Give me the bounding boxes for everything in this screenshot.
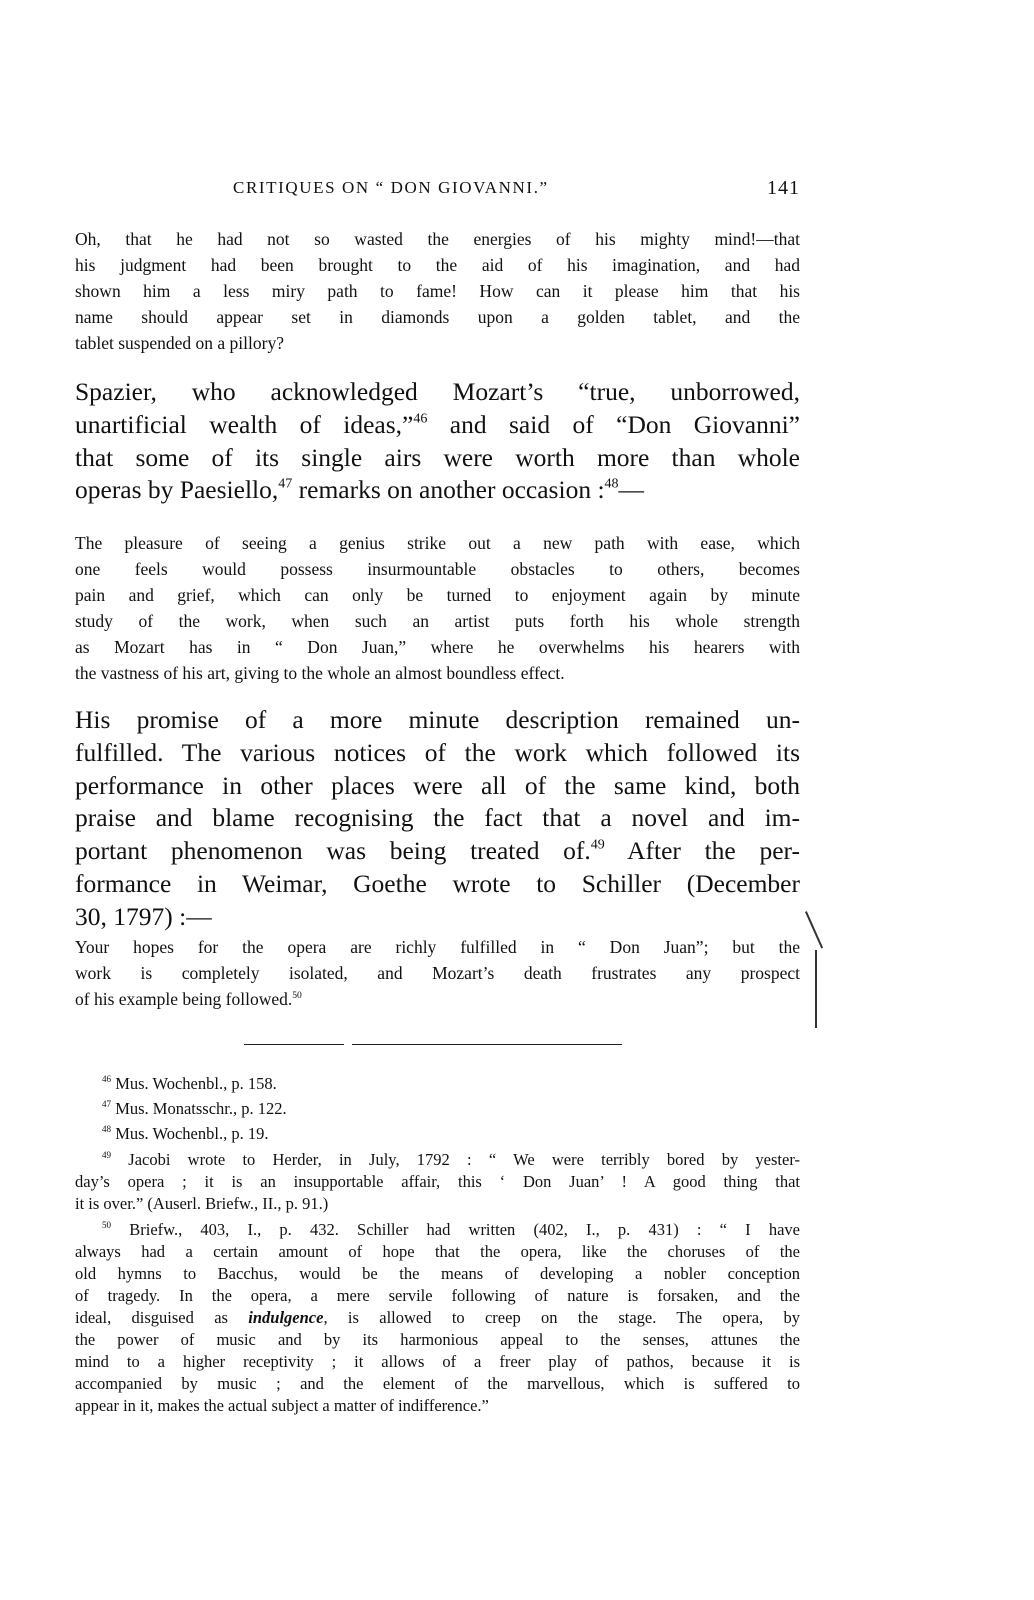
footnote-text: Jacobi wrote to Herder, in July, 1792 : “ We were terribly bored by yester- [111,1150,800,1169]
footnote-text: Mus. Wochenbl., p. 158. [111,1074,277,1093]
footnote-line: old hymns to Bacchus, would be the means of developing a nobler conception [75,1264,800,1283]
footnote-ref-48: 48 [604,476,619,492]
quote-line: pain and grief, which can only be turned to enjoyment again by minute [75,585,800,605]
footnote-text: Mus. Wochenbl., p. 19. [111,1124,269,1143]
margin-pencil-mark [805,911,823,948]
quote-line: Your hopes for the opera are richly fulfilled in “ Don Juan”; but the [75,937,800,957]
footnote-ref-49: 49 [590,837,605,853]
quote-line [75,986,800,1012]
footnote-line: the power of music and by its harmonious appeal to the senses, attunes the [75,1330,800,1349]
footnote-marker: 49 [102,1150,112,1161]
footnote-line: appear in it, makes the actual subject a matter of indifference.” [75,1396,489,1415]
body-line: that some of its single airs were worth more than whole [75,442,800,472]
footnote-47 [75,1098,800,1120]
footnote-marker: 48 [102,1124,112,1135]
quote-line: one feels would possess insurmountable obstacles to others, becomes [75,559,800,579]
quote-text: of his example being followed. [75,989,293,1009]
footnote-text: , is allowed to creep on the stage. The opera, by [323,1308,800,1327]
footnote-49 [75,1149,800,1215]
footnote-line: of tragedy. In the opera, a mere servile following of nature is forsaken, and the [75,1286,800,1305]
body-line: Spazier, who acknowledged Mozart’s “true, unborrowed, [75,377,800,406]
footnote-line [75,1219,800,1241]
footnote-line [75,1149,800,1171]
footnote-line: day’s opera ; it is an insupportable affair, this ‘ Don Juan’ ! A good thing that [75,1172,800,1191]
block-quote-1 [75,226,800,356]
footnote-50 [75,1219,800,1417]
quote-line: his judgment had been brought to the aid of his imagination, and had [75,255,800,275]
footnote-48 [75,1123,800,1145]
footnote-text: Briefw., 403, I., p. 432. Schiller had written (402, I., p. 431) : “ I have [111,1220,800,1239]
footnote-marker: 47 [102,1099,112,1110]
body-line [75,474,800,507]
running-title: CRITIQUES ON “ DON GIOVANNI.” [233,178,549,197]
quote-line: the vastness of his art, giving to the whole an almost boundless effect. [75,663,565,683]
page-number: 141 [767,177,800,199]
footnote-ref-50: 50 [292,989,302,1001]
body-text: operas by Paesiello, [75,475,279,505]
quote-line: tablet suspended on a pillory? [75,333,284,353]
footnote-marker: 46 [102,1074,112,1085]
body-line [75,835,800,868]
body-line: formance in Weimar, Goethe wrote to Schiller (December [75,868,800,898]
quote-line: Oh, that he had not so wasted the energies of his mighty mind!—that [75,229,800,249]
quote-line: work is completely isolated, and Mozart’s death frustrates any prospect [75,963,800,983]
footnote-line: accompanied by music ; and the element of the marvellous, which is suffered to [75,1374,800,1393]
running-head [75,178,800,208]
block-quote-2 [75,530,800,686]
body-text: portant phenomenon was being treated of. [75,836,591,866]
footnote-ref-46: 46 [413,411,428,427]
footnote-line: it is over.” (Auserl. Briefw., II., p. 91.) [75,1194,329,1213]
quote-line: shown him a less miry path to fame! How can it please him that his [75,281,800,301]
body-paragraph-1 [75,376,800,507]
body-line: fulfilled. The various notices of the work which followed its [75,737,800,767]
footnote-text: ideal, disguised as [75,1308,249,1327]
footnote-46 [75,1073,800,1095]
quote-line: The pleasure of seeing a genius strike out a new path with ease, which [75,533,800,553]
body-line [75,409,800,442]
body-text: unartificial wealth of ideas,” [75,409,414,439]
footnote-line: always had a certain amount of hope that the opera, like the choruses of the [75,1242,800,1261]
body-line: performance in other places were all of the same kind, both [75,770,800,800]
footnote-text: Mus. Monatsschr., p. 122. [111,1099,287,1118]
quote-line: name should appear set in diamonds upon a golden tablet, and the [75,307,800,327]
body-line: praise and blame recognising the fact that a novel and im- [75,803,800,833]
block-quote-3 [75,934,800,1012]
body-text: and said of “Don Giovanni” [427,409,800,439]
footnote-divider [352,1044,622,1045]
body-line: 30, 1797) :— [75,901,212,931]
body-text: remarks on another occasion : [292,475,605,505]
quote-line: as Mozart has in “ Don Juan,” where he overwhelms his hearers with [75,637,800,657]
body-paragraph-2 [75,704,800,934]
footnote-emphasis: indulgence [248,1308,324,1327]
footnote-ref-47: 47 [278,476,293,492]
footnote-line [75,1307,800,1329]
body-line: His promise of a more minute description remained un- [75,705,800,734]
body-text: — [618,475,645,505]
footnote-divider [244,1044,344,1045]
footnote-marker: 50 [102,1220,112,1231]
quote-line: study of the work, when such an artist puts forth his whole strength [75,611,800,631]
body-text: After the per- [604,836,801,866]
footnote-line: mind to a higher receptivity ; it allows of a freer play of pathos, because it is [75,1352,800,1371]
margin-pencil-mark [815,950,817,1028]
